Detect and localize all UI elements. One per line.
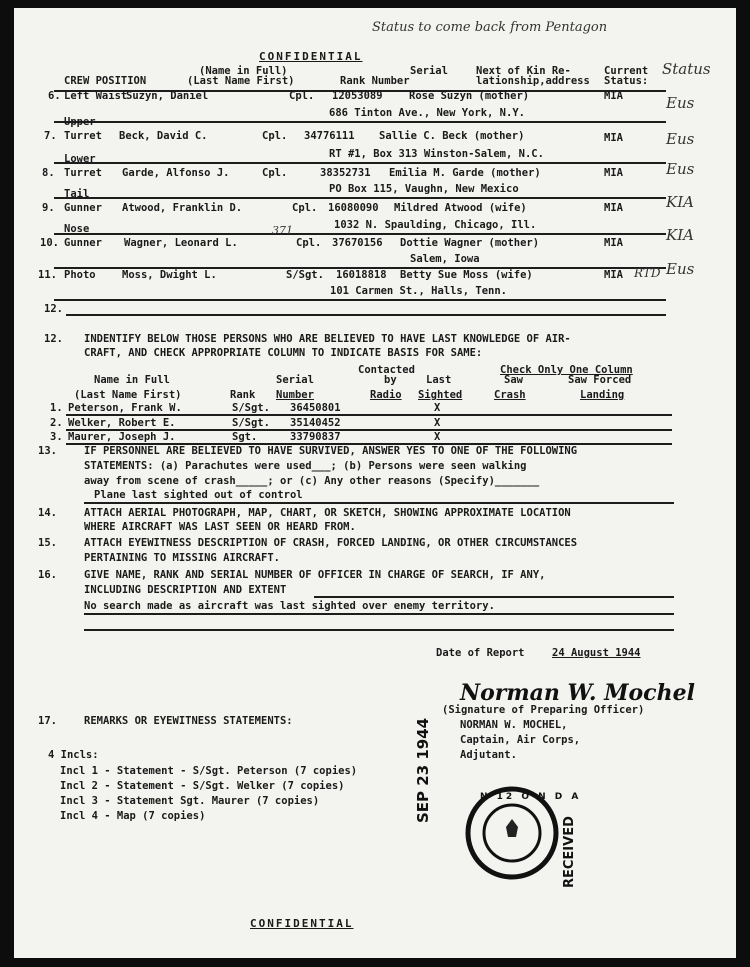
handwritten-serial-note: 371 xyxy=(272,224,293,237)
item-15-number: 15. xyxy=(38,537,57,549)
crew-kin: Rose Suzyn (mother) xyxy=(409,90,530,102)
row-number: 8. xyxy=(42,167,55,179)
col-last: Last xyxy=(426,374,452,386)
item-16-text: GIVE NAME, RANK AND SERIAL NUMBER OF OFFICER IN CHARGE OF SEARCH, IF ANY, xyxy=(84,569,546,581)
crew-name: Atwood, Franklin D. xyxy=(122,202,243,214)
crew-kin: Mildred Atwood (wife) xyxy=(394,202,527,214)
witness-name: Peterson, Frank W. xyxy=(68,402,182,414)
crew-hand-status: KIA xyxy=(666,193,694,211)
item-12-text: CRAFT, AND CHECK APPROPRIATE COLUMN TO INDICATE BASIS FOR SAME: xyxy=(84,347,483,359)
col-crew-position: CREW POSITION xyxy=(64,75,147,87)
item-13-text: IF PERSONNEL ARE BELIEVED TO HAVE SURVIVED, ANSWER YES TO ONE OF THE FOLLOWING xyxy=(84,445,578,457)
item-14-text: WHERE AIRCRAFT WAS LAST SEEN OR HEARD FROM. xyxy=(84,521,356,533)
witness-number: 1. xyxy=(50,402,63,414)
stamp-ring-text: N 12 O N D A xyxy=(480,792,582,802)
item-15-text: PERTAINING TO MISSING AIRCRAFT. xyxy=(84,552,280,564)
item-12-number: 12. xyxy=(44,333,63,345)
row-rule xyxy=(54,299,666,301)
witness-serial: 36450801 xyxy=(290,402,341,414)
crew-kin: Emilia M. Garde (mother) xyxy=(389,167,541,179)
crew-serial: 34776111 xyxy=(304,130,355,142)
col-sighted: Sighted xyxy=(418,389,463,401)
answer-rule xyxy=(84,613,674,615)
row-number: 7. xyxy=(44,130,57,142)
report-date: 24 August 1944 xyxy=(552,647,641,659)
col-name-1: (Name in Full) xyxy=(199,65,288,77)
row-number: 6. xyxy=(48,90,61,102)
row-rule xyxy=(54,233,666,235)
crew-hand-status: Eus xyxy=(666,94,695,112)
report-date-label: Date of Report xyxy=(436,647,525,659)
item-16-text: INCLUDING DESCRIPTION AND EXTENT xyxy=(84,584,287,596)
inclosures-header: 4 Incls: xyxy=(48,749,99,761)
crew-status: MIA xyxy=(604,167,623,179)
witness-rank: Sgt. xyxy=(232,431,258,443)
item-14-text: ATTACH AERIAL PHOTOGRAPH, MAP, CHART, OR SKETCH, SHOWING APPROXIMATE LOCATION xyxy=(84,507,571,519)
witness-name: Welker, Robert E. xyxy=(68,417,176,429)
col-status-1: Current xyxy=(604,65,649,77)
blank-row-12: 12. xyxy=(44,303,63,315)
witness-mark: X xyxy=(434,417,441,429)
crew-position: Nose xyxy=(64,223,90,235)
answer-rule xyxy=(84,502,674,504)
signature-script: Norman W. Mochel xyxy=(460,680,695,706)
crew-rank: S/Sgt. xyxy=(286,269,324,281)
item-17-number: 17. xyxy=(38,715,57,727)
col-serial: Serial xyxy=(276,374,314,386)
col-name-2: (Last Name First) xyxy=(187,75,295,87)
crew-hand-status: Eus xyxy=(666,260,695,278)
document-page xyxy=(14,8,736,958)
crew-serial: 16080090 xyxy=(328,202,379,214)
blank-row-rule xyxy=(66,314,666,316)
crew-hand-status: Eus xyxy=(666,130,695,148)
col-saw-forced: Saw Forced xyxy=(568,374,632,386)
crew-rank: Cpl. xyxy=(296,237,322,249)
officer-name: NORMAN W. MOCHEL, xyxy=(460,719,568,731)
crew-kin: Betty Sue Moss (wife) xyxy=(400,269,533,281)
item-16-number: 16. xyxy=(38,569,57,581)
crew-hand-status: KIA xyxy=(666,226,694,244)
witness-serial: 33790837 xyxy=(290,431,341,443)
witness-rank: S/Sgt. xyxy=(232,417,270,429)
crew-status: MIA xyxy=(604,237,623,249)
crew-position: Lower xyxy=(64,153,96,165)
item-13-text: STATEMENTS: (a) Parachutes were used___; (b) Persons were seen walking xyxy=(84,460,527,472)
row-number: 9. xyxy=(42,202,55,214)
crew-kin: Dottie Wagner (mother) xyxy=(400,237,540,249)
witness-mark: X xyxy=(434,402,441,414)
crew-position: Photo xyxy=(64,269,96,281)
row-number: 11. xyxy=(38,269,57,281)
inclosure-item: Incl 4 - Map (7 copies) xyxy=(60,810,206,822)
crew-name: Wagner, Leonard L. xyxy=(124,237,238,249)
crew-status: MIA xyxy=(604,90,623,102)
crew-address: 686 Tinton Ave., New York, N.Y. xyxy=(329,107,525,119)
handwritten-note: Status to come back from Pentagon xyxy=(372,20,608,35)
crew-address: 101 Carmen St., Halls, Tenn. xyxy=(330,285,508,297)
item-12-text: INDENTIFY BELOW THOSE PERSONS WHO ARE BELIEVED TO HAVE LAST KNOWLEDGE OF AIR- xyxy=(84,333,571,345)
officer-title: Captain, Air Corps, xyxy=(460,734,581,746)
crew-name: Suzyn, Daniel xyxy=(126,90,209,102)
crew-position: Left Waist xyxy=(64,90,128,102)
crew-status: MIA xyxy=(604,202,623,214)
item-17-label: REMARKS OR EYEWITNESS STATEMENTS: xyxy=(84,715,293,727)
col-number: Number xyxy=(276,389,314,401)
crew-status: MIA xyxy=(604,269,623,281)
status-handwritten: Status xyxy=(662,60,711,78)
col-check-one: Check Only One Column xyxy=(500,364,633,376)
crew-name: Beck, David C. xyxy=(119,130,208,142)
stamp-date: SEP 23 1944 xyxy=(414,717,432,823)
witness-serial: 35140452 xyxy=(290,417,341,429)
col-status-2: Status: xyxy=(604,75,649,87)
crew-serial: 16018818 xyxy=(336,269,387,281)
witness-name: Maurer, Joseph J. xyxy=(68,431,176,443)
col-kin-1: Next of Kin Re- xyxy=(476,65,571,77)
signature-caption: (Signature of Preparing Officer) xyxy=(442,704,645,716)
row-rule xyxy=(54,121,666,123)
col-rank-serial-2: Rank Number xyxy=(340,75,410,87)
col-rank: Rank xyxy=(230,389,256,401)
answer-rule xyxy=(84,629,674,631)
crew-serial: 38352731 xyxy=(320,167,371,179)
col-landing: Landing xyxy=(580,389,625,401)
item-13-answer: Plane last sighted out of control xyxy=(94,489,303,501)
col-contacted: Contacted xyxy=(358,364,415,376)
witness-number: 3. xyxy=(50,431,63,443)
inclosure-item: Incl 2 - Statement - S/Sgt. Welker (7 copies) xyxy=(60,780,345,792)
crew-kin: Sallie C. Beck (mother) xyxy=(379,130,525,142)
row-rule xyxy=(54,197,666,199)
crew-serial: 12053089 xyxy=(332,90,383,102)
crew-serial: 37670156 xyxy=(332,237,383,249)
classification-top: CONFIDENTIAL xyxy=(259,50,363,63)
crew-position: Upper xyxy=(64,116,96,128)
stamp-received: RECEIVED xyxy=(562,816,577,888)
item-16-answer: No search made as aircraft was last sighted over enemy territory. xyxy=(84,600,495,612)
col-kin-2: lationship,address xyxy=(476,75,590,87)
row-rule xyxy=(66,414,672,416)
crew-position: Tail xyxy=(64,188,90,200)
inclosure-item: Incl 1 - Statement - S/Sgt. Peterson (7 copies) xyxy=(60,765,358,777)
col-radio: Radio xyxy=(370,389,402,401)
crew-status: MIA xyxy=(604,132,623,144)
col-name: Name in Full xyxy=(94,374,170,386)
witness-mark: X xyxy=(434,431,441,443)
crew-address: 1032 N. Spaulding, Chicago, Ill. xyxy=(334,219,537,231)
item-14-number: 14. xyxy=(38,507,57,519)
crew-position: Gunner xyxy=(64,202,102,214)
crew-address: Salem, Iowa xyxy=(410,253,480,265)
witness-rank: S/Sgt. xyxy=(232,402,270,414)
crew-hand-rtd: RTD xyxy=(634,266,661,280)
crew-name: Garde, Alfonso J. xyxy=(122,167,230,179)
crew-name: Moss, Dwight L. xyxy=(122,269,217,281)
witness-number: 2. xyxy=(50,417,63,429)
officer-role: Adjutant. xyxy=(460,749,517,761)
inclosure-item: Incl 3 - Statement Sgt. Maurer (7 copies) xyxy=(60,795,320,807)
crew-rank: Cpl. xyxy=(292,202,318,214)
crew-position: Turret xyxy=(64,167,102,179)
row-number: 10. xyxy=(40,237,59,249)
crew-position: Turret xyxy=(64,130,102,142)
answer-rule xyxy=(314,596,674,598)
item-13-number: 13. xyxy=(38,445,57,457)
crew-rank: Cpl. xyxy=(262,130,288,142)
crew-rank: Cpl. xyxy=(262,167,288,179)
crew-address: RT #1, Box 313 Winston-Salem, N.C. xyxy=(329,148,544,160)
crew-hand-status: Eus xyxy=(666,160,695,178)
classification-bottom: CONFIDENTIAL xyxy=(250,917,354,930)
item-13-text: away from scene of crash_____; or (c) Any other reasons (Specify)_______ xyxy=(84,475,540,487)
crew-position: Gunner xyxy=(64,237,102,249)
crew-rank: Cpl. xyxy=(289,90,315,102)
crew-address: PO Box 115, Vaughn, New Mexico xyxy=(329,183,519,195)
col-serial-1: Serial xyxy=(410,65,448,77)
col-saw: Saw xyxy=(504,374,523,386)
col-crash: Crash xyxy=(494,389,526,401)
col-contacted-by: by xyxy=(384,374,397,386)
col-name-2: (Last Name First) xyxy=(74,389,182,401)
item-15-text: ATTACH EYEWITNESS DESCRIPTION OF CRASH, FORCED LANDING, OR OTHER CIRCUMSTANCES xyxy=(84,537,578,549)
row-rule xyxy=(54,162,666,164)
